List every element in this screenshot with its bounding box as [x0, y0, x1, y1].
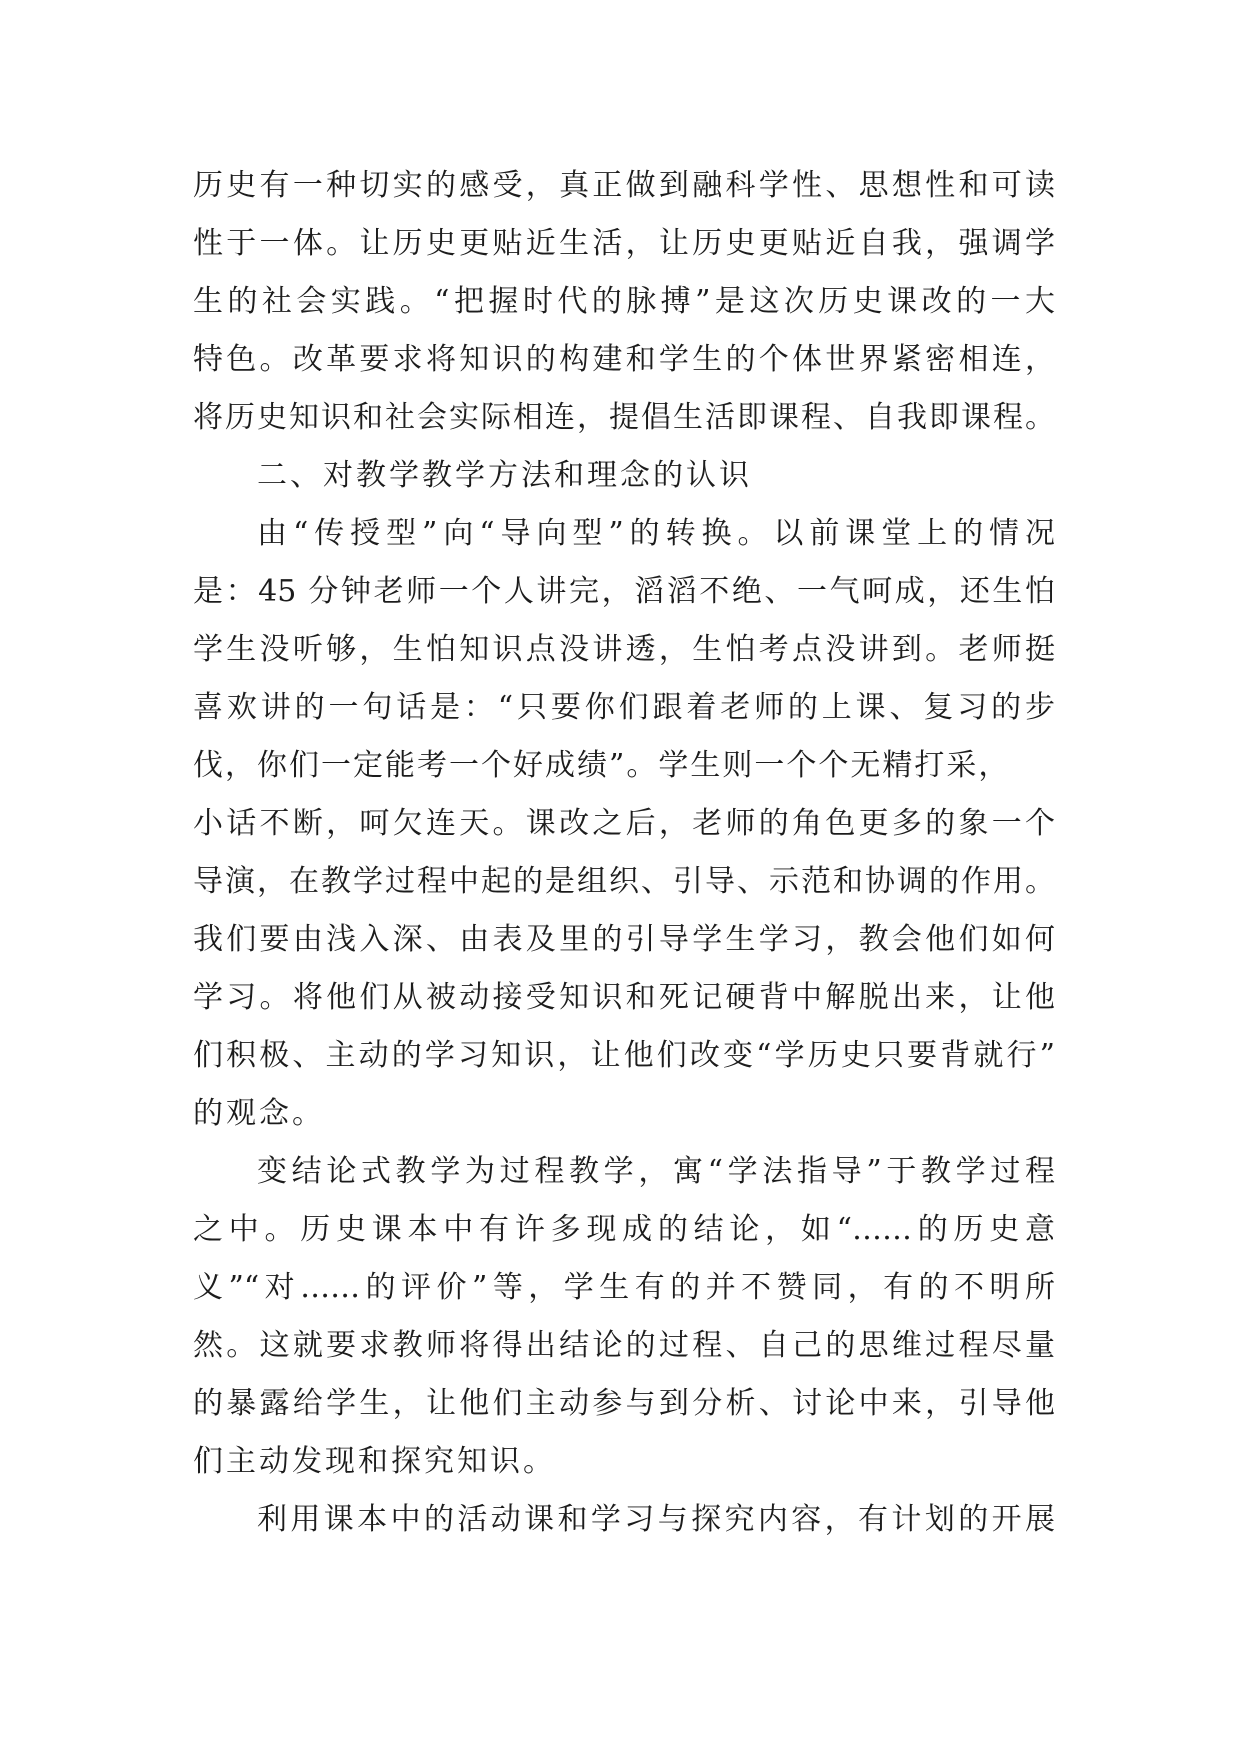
text-line: 生的社会实践。“把握时代的脉搏”是这次历史课改的一大	[193, 284, 1055, 319]
document-body	[193, 157, 1055, 1549]
text-line: 之中。历史课本中有许多现成的结论，如“……的历史意	[193, 1212, 1055, 1247]
text-line: 利用课本中的活动课和学习与探究内容，有计划的开展	[257, 1502, 1055, 1537]
text-line: 由“传授型”向“导向型”的转换。以前课堂上的情况	[257, 516, 1055, 551]
paragraph-continued	[193, 157, 1055, 447]
text-line: 将历史知识和社会实际相连，提倡生活即课程、自我即课程。	[193, 400, 1055, 435]
text-line: 的观念。	[193, 1096, 325, 1131]
text-line: 历史有一种切实的感受，真正做到融科学性、思想性和可读	[193, 168, 1055, 203]
text-line: 变结论式教学为过程教学，寓“学法指导”于教学过程	[257, 1154, 1055, 1189]
text-line: 导演，在教学过程中起的是组织、引导、示范和协调的作用。	[193, 864, 1055, 899]
text-line: 学习。将他们从被动接受知识和死记硬背中解脱出来，让他	[193, 980, 1055, 1015]
text-line: 伐，你们一定能考一个好成绩”。学生则一个个无精打采，	[193, 748, 1011, 783]
text-line: 是：45 分钟老师一个人讲完，滔滔不绝、一气呵成，还生怕	[193, 574, 1055, 609]
paragraph	[193, 1143, 1055, 1491]
section-heading-text: 二、对教学教学方法和理念的认识	[257, 458, 752, 493]
text-line: 性于一体。让历史更贴近生活，让历史更贴近自我，强调学	[193, 226, 1055, 261]
text-line: 的暴露给学生，让他们主动参与到分析、讨论中来，引导他	[193, 1386, 1055, 1421]
text-line: 小话不断，呵欠连天。课改之后，老师的角色更多的象一个	[193, 806, 1055, 841]
text-line: 们积极、主动的学习知识，让他们改变“学历史只要背就行”	[193, 1038, 1055, 1073]
text-line: 喜欢讲的一句话是：“只要你们跟着老师的上课、复习的步	[193, 690, 1055, 725]
section-heading	[193, 447, 1055, 505]
text-line: 特色。改革要求将知识的构建和学生的个体世界紧密相连，	[193, 342, 1055, 377]
text-line: 我们要由浅入深、由表及里的引导学生学习，教会他们如何	[193, 922, 1055, 957]
text-line: 们主动发现和探究知识。	[193, 1444, 556, 1479]
text-line: 学生没听够，生怕知识点没讲透，生怕考点没讲到。老师挺	[193, 632, 1055, 667]
text-line: 义”“对……的评价”等，学生有的并不赞同，有的不明所	[193, 1270, 1055, 1305]
paragraph	[193, 1491, 1055, 1549]
paragraph	[193, 505, 1055, 1143]
text-line: 然。这就要求教师将得出结论的过程、自己的思维过程尽量	[193, 1328, 1055, 1363]
